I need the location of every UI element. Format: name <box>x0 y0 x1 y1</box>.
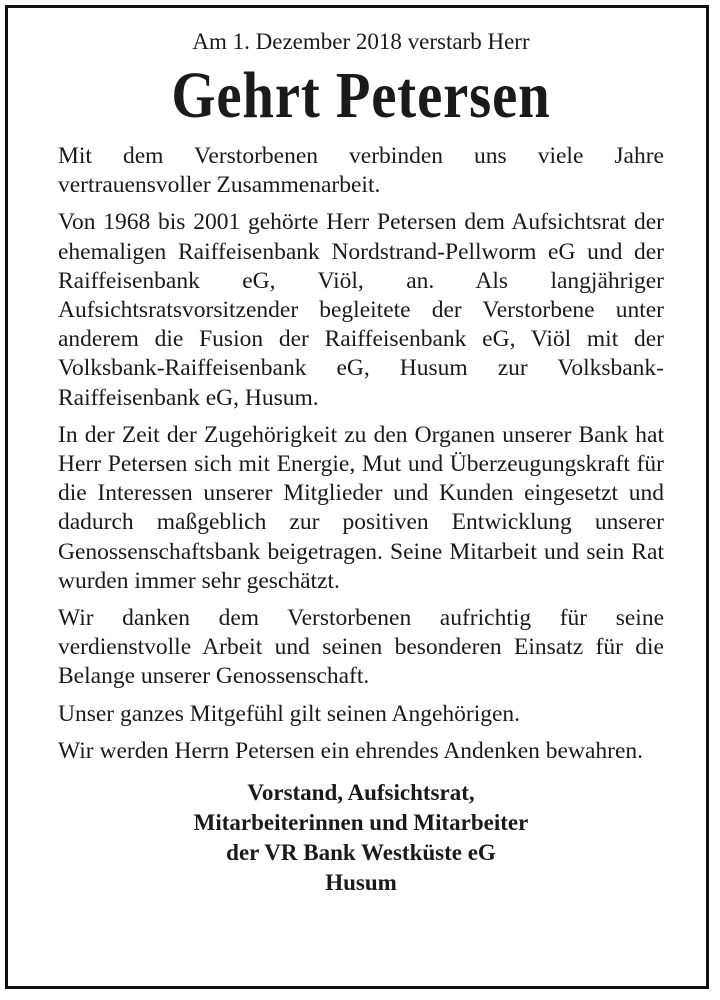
deceased-name: Gehrt Petersen <box>171 59 551 132</box>
paragraph-thanks: Wir danken dem Verstorbenen aufrichtig für seine verdienstvolle Arbeit und seinen besonderen Einsatz für die Belange unserer Genossenschaft. <box>58 605 664 690</box>
signature-block <box>58 778 664 898</box>
signature-line-staff: Mitarbeiterinnen und Mitarbeiter <box>193 810 529 836</box>
intro-line: Am 1. Dezember 2018 verstarb Herr <box>192 29 530 54</box>
paragraph-contribution: In der Zeit der Zugehörigkeit zu den Organen unserer Bank hat Herr Petersen sich mit Energie, Mut und Überzeugungskraft für die Interessen unserer Mitglieder und Kunden eingesetzt und dadurch maßgeblich zur positiven Entwicklung unserer Genossenschaftsbank beigetragen. Seine Mitarbeit und sein Rat wurden immer sehr geschätzt. <box>58 421 664 594</box>
signature-line-city: Husum <box>325 870 397 896</box>
signature-line-boards: Vorstand, Aufsichtsrat, <box>247 780 475 806</box>
paragraph-remembrance: Wir werden Herrn Petersen ein ehrendes Andenken bewahren. <box>58 737 644 764</box>
paragraph-collaboration: Mit dem Verstorbenen verbinden uns viele Jahre vertrauensvoller Zusammenarbeit. <box>58 143 664 199</box>
notice-frame <box>5 5 709 989</box>
paragraph-condolences: Unser ganzes Mitgefühl gilt seinen Angehörigen. <box>58 700 521 727</box>
paragraph-board-history: Von 1968 bis 2001 gehörte Herr Petersen dem Aufsichtsrat der ehemaligen Raiffeisenbank Nordstrand-Pellworm eG und der Raiffeisenbank eG, Viöl, an. Als langjähriger Aufsichtsratsvorsitzender begleitete der Verstorbene unter anderem die Fusion der Raiffeisenbank eG, Viöl mit der Volksbank-Raiffeisenbank eG, Husum zur Volksbank-Raiffeisenbank eG, Husum. <box>58 209 664 411</box>
signature-line-bank: der VR Bank Westküste eG <box>226 840 496 866</box>
notice-content <box>58 28 664 898</box>
